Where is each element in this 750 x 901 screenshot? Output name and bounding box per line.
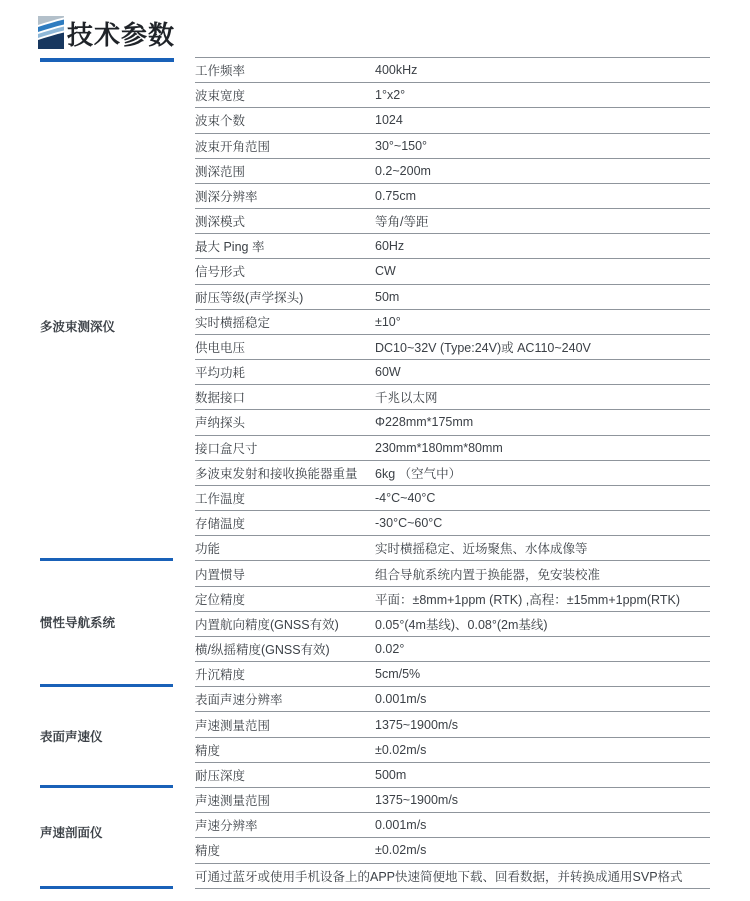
spec-label: 信号形式 — [195, 265, 246, 280]
table-row — [195, 612, 710, 637]
spec-value: Φ228mm*175mm — [375, 415, 474, 430]
table-row — [195, 461, 710, 486]
spec-label: 测深范围 — [195, 164, 246, 179]
table-row — [195, 310, 710, 335]
sidebar-divider — [40, 684, 173, 687]
spec-label: 测深分辨率 — [195, 189, 258, 204]
spec-label: 多波束发射和接收换能器重量 — [195, 466, 358, 481]
spec-value: 组合导航系统内置于换能器，免安装校准 — [375, 567, 601, 582]
spec-value: 500m — [375, 767, 407, 782]
table-row — [195, 763, 710, 788]
spec-value: 400kHz — [375, 63, 418, 78]
spec-value: 1°x2° — [375, 88, 406, 103]
table-row — [195, 209, 710, 234]
spec-value: 0.001m/s — [375, 692, 427, 707]
table-row — [195, 687, 710, 712]
spec-value: 230mm*180mm*80mm — [375, 440, 503, 455]
spec-value: ±0.02m/s — [375, 843, 427, 858]
spec-label: 声速分辨率 — [195, 819, 258, 834]
spec-value: 实时横摇稳定、近场聚焦、水体成像等 — [375, 542, 588, 557]
table-note-text: 可通过蓝牙或使用手机设备上的APP快速简便地下载、回看数据，并转换成通用SVP格式 — [195, 869, 683, 884]
spec-label: 声纳探头 — [195, 416, 246, 431]
spec-label: 接口盒尺寸 — [195, 441, 258, 456]
table-row — [195, 511, 710, 536]
spec-value: 千兆以太网 — [375, 391, 438, 406]
spec-value: ±0.02m/s — [375, 742, 427, 757]
spec-label: 精度 — [195, 844, 221, 859]
table-row — [195, 788, 710, 813]
table-row — [195, 587, 710, 612]
table-row — [195, 259, 710, 284]
spec-value: 1375~1900m/s — [375, 793, 459, 808]
spec-value: 60W — [375, 365, 401, 380]
sidebar-divider — [40, 886, 173, 889]
spec-label: 存储温度 — [195, 517, 246, 532]
spec-table — [195, 57, 710, 889]
spec-value: 30°~150° — [375, 138, 428, 153]
spec-label: 升沉精度 — [195, 668, 246, 683]
table-row — [195, 712, 710, 737]
table-note-row — [195, 864, 710, 889]
spec-label: 平均功耗 — [195, 366, 246, 381]
spec-label: 工作温度 — [195, 492, 246, 506]
sidebar-section-inertial-nav: 惯性导航系统 — [40, 616, 116, 630]
table-row — [195, 184, 710, 209]
spec-label: 耐压等级(声学探头) — [195, 290, 304, 305]
spec-label: 内置惯导 — [195, 567, 246, 582]
sidebar-section-surface-svs: 表面声速仪 — [40, 730, 103, 744]
spec-label: 波束开角范围 — [195, 139, 271, 154]
spec-label: 耐压深度 — [195, 768, 246, 783]
spec-label: 横/纵摇精度(GNSS有效) — [195, 643, 330, 658]
table-row — [195, 561, 710, 586]
spec-value: -4°C~40°C — [375, 491, 436, 505]
table-row — [195, 662, 710, 687]
table-row — [195, 108, 710, 133]
spec-value: 0.2~200m — [375, 163, 431, 178]
table-row — [195, 335, 710, 360]
spec-value: CW — [375, 264, 396, 279]
spec-label: 声速测量范围 — [195, 718, 271, 733]
sidebar-section-sv-profiler: 声速剖面仪 — [40, 826, 103, 840]
table-row — [195, 410, 710, 435]
page-title: 技术参数 — [67, 20, 176, 50]
table-row — [195, 234, 710, 259]
spec-label: 功能 — [195, 542, 221, 557]
spec-label: 数据接口 — [195, 391, 246, 406]
spec-value: -30°C~60°C — [375, 516, 443, 531]
table-row — [195, 159, 710, 184]
spec-value: 5cm/5% — [375, 667, 421, 682]
table-row — [195, 134, 710, 159]
sidebar-section-multibeam: 多波束测深仪 — [40, 320, 116, 334]
table-row — [195, 536, 710, 561]
spec-label: 表面声速分辨率 — [195, 693, 283, 708]
table-row — [195, 738, 710, 763]
table-row — [195, 813, 710, 838]
spec-label: 实时横摇稳定 — [195, 315, 271, 330]
table-row — [195, 58, 710, 83]
spec-value: 50m — [375, 289, 400, 304]
spec-value: 0.05°(4m基线)、0.08°(2m基线) — [375, 617, 548, 632]
sidebar-divider — [40, 558, 173, 561]
spec-value: 6kg （空气中） — [375, 466, 462, 481]
table-row — [195, 385, 710, 410]
table-row — [195, 838, 710, 863]
spec-label: 最大 Ping 率 — [195, 240, 265, 255]
spec-label: 精度 — [195, 743, 221, 758]
spec-label: 声速测量范围 — [195, 794, 271, 809]
spec-value: 0.001m/s — [375, 818, 427, 833]
table-row — [195, 285, 710, 310]
spec-label: 测深模式 — [195, 215, 246, 230]
sidebar-divider — [40, 785, 173, 788]
spec-value: 等角/等距 — [375, 215, 429, 230]
table-row — [195, 83, 710, 108]
spec-value: DC10~32V (Type:24V)或 AC110~240V — [375, 340, 591, 355]
spec-label: 波束个数 — [195, 114, 246, 129]
table-row — [195, 637, 710, 662]
table-row — [195, 436, 710, 461]
table-row — [195, 486, 710, 511]
spec-value: 1375~1900m/s — [375, 717, 459, 732]
spec-label: 内置航向精度(GNSS有效) — [195, 617, 339, 632]
spec-value: 60Hz — [375, 239, 405, 254]
spec-label: 供电电压 — [195, 340, 246, 355]
spec-value: ±10° — [375, 314, 401, 329]
waves-logo-icon — [38, 16, 64, 49]
spec-label: 工作频率 — [195, 64, 246, 79]
spec-label: 定位精度 — [195, 592, 246, 607]
spec-value: 1024 — [375, 113, 403, 128]
title-underline — [40, 58, 174, 62]
spec-label: 波束宽度 — [195, 89, 246, 104]
spec-value: 0.75cm — [375, 188, 416, 203]
table-row — [195, 360, 710, 385]
spec-value: 0.02° — [375, 642, 405, 657]
spec-value: 平面：±8mm+1ppm (RTK) ,高程：±15mm+1ppm(RTK) — [375, 592, 680, 607]
